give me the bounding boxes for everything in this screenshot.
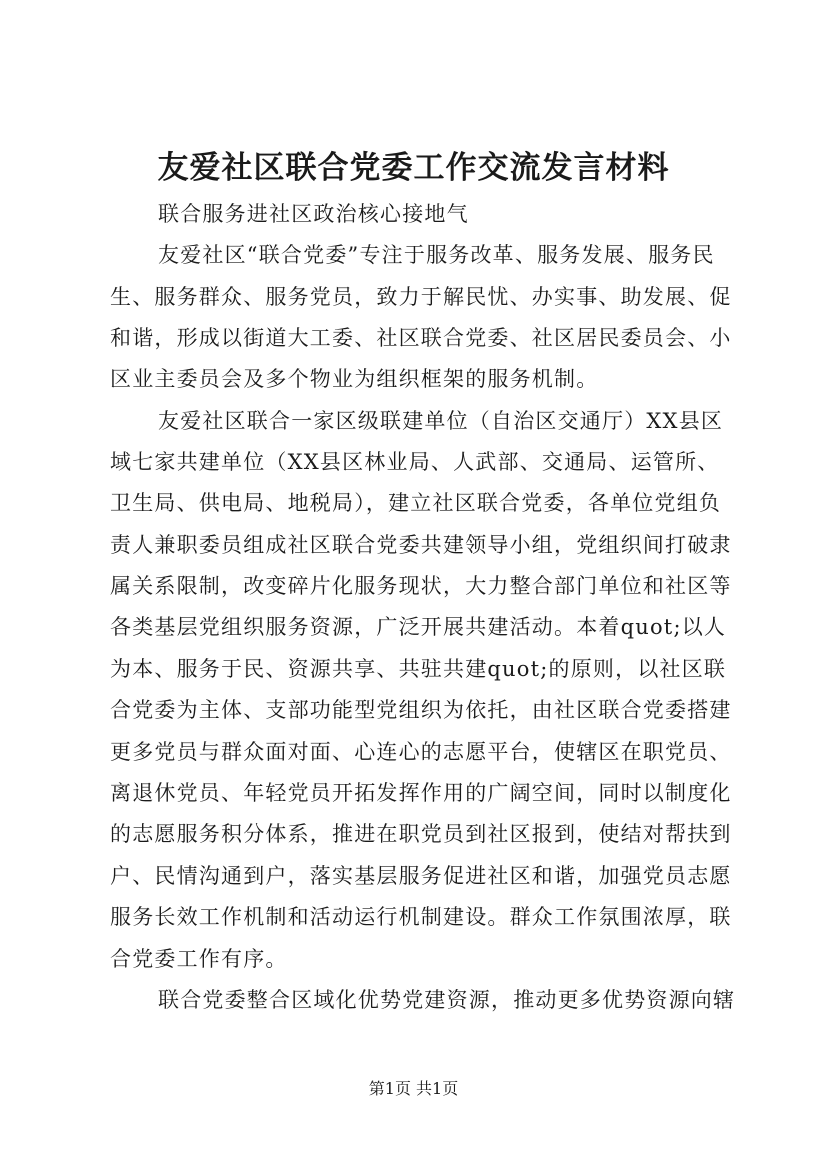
page-footer: 第1页 共1页 [368, 1079, 459, 1098]
document-subtitle: 联合服务进社区政治核心接地气 [158, 202, 469, 226]
paragraph-line: 属关系限制，改变碎片化服务现状，大力整合部门单位和社区等 [110, 574, 732, 598]
paragraph-line: 离退休党员、年轻党员开拓发挥作用的广阔空间，同时以制度化 [110, 781, 732, 805]
paragraph-line: 服务长效工作机制和活动运行机制建设。群众工作氛围浓厚，联 [110, 905, 732, 929]
paragraph-line: 更多党员与群众面对面、心连心的志愿平台，使辖区在职党员、 [110, 740, 732, 764]
paragraph-line: 联合党委整合区域化优势党建资源，推动更多优势资源向辖 [158, 988, 736, 1012]
paragraph-line: 的志愿服务积分体系，推进在职党员到社区报到，使结对帮扶到 [110, 822, 732, 846]
paragraph-line: 户、民情沟通到户，落实基层服务促进社区和谐，加强党员志愿 [110, 864, 732, 888]
paragraph-line: 友爱社区“联合党委”专注于服务改革、服务发展、服务民 [158, 243, 715, 267]
paragraph-line: 合党委工作有序。 [110, 947, 288, 971]
document-title: 友爱社区联合党委工作交流发言材料 [157, 150, 670, 186]
paragraph-line: 生、服务群众、服务党员，致力于解民忧、办实事、助发展、促 [110, 285, 732, 309]
paragraph-line: 为本、服务于民、资源共享、共驻共建quot;的原则，以社区联 [110, 657, 727, 681]
paragraph-line: 各类基层党组织服务资源，广泛开展共建活动。本着quot;以人 [110, 615, 727, 639]
paragraph-line: 区业主委员会及多个物业为组织框架的服务机制。 [110, 367, 599, 391]
paragraph-line: 责人兼职委员组成社区联合党委共建领导小组，党组织间打破隶 [110, 533, 732, 557]
paragraph-line: 域七家共建单位（XX县区林业局、人武部、交通局、运管所、 [110, 450, 720, 474]
paragraph-line: 友爱社区联合一家区级联建单位（自治区交通厅）XX县区 [158, 409, 724, 433]
paragraph-line: 合党委为主体、支部功能型党组织为依托，由社区联合党委搭建 [110, 698, 732, 722]
paragraph-line: 和谐，形成以街道大工委、社区联合党委、社区居民委员会、小 [110, 326, 732, 350]
paragraph-line: 卫生局、供电局、地税局），建立社区联合党委，各单位党组负 [110, 491, 722, 515]
